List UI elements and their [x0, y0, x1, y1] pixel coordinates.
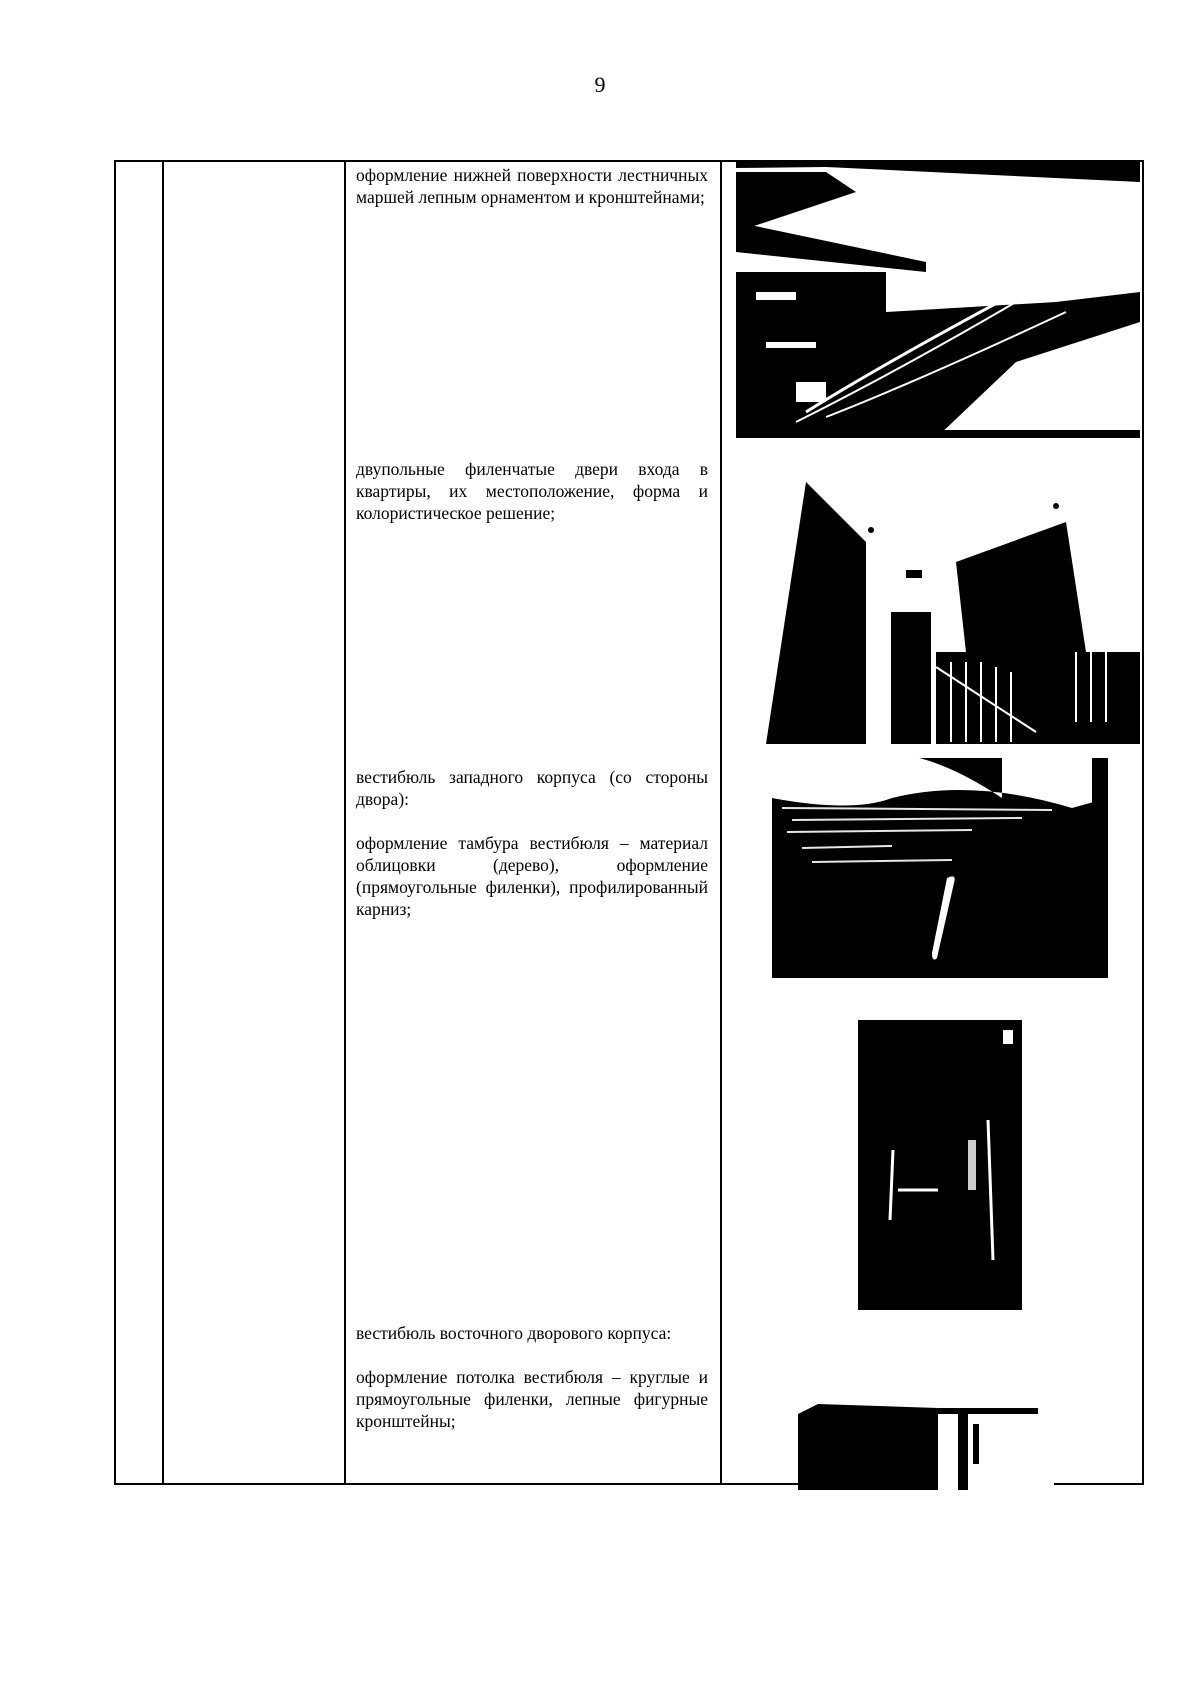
photo-apartment-doors [736, 452, 1140, 744]
document-table [114, 160, 1144, 1485]
column-divider [720, 162, 722, 1483]
row-4-paragraph-1: вестибюль восточного дворового корпуса: [356, 1323, 672, 1343]
photo-vestibule-interior [858, 1020, 1022, 1330]
row-1-paragraph-1: оформление нижней поверхности лестничных маршей лепным орнаментом и кронштейнами; [356, 165, 708, 207]
photo-stair-ceiling [736, 162, 1140, 438]
photo-east-vestibule-ceiling [798, 1394, 1054, 1490]
row-2-paragraph-1: двупольные филенчатые двери входа в квартиры, их местоположение, форма и колористическое решение; [356, 459, 708, 523]
column-divider [344, 162, 346, 1483]
row-3-text [356, 766, 708, 920]
page-number: 9 [594, 72, 606, 97]
photo-west-vestibule [772, 758, 1108, 978]
row-4-paragraph-2: оформление потолка вестибюля – круглые и прямоугольные филенки, лепные фигурные кронштейны; [356, 1367, 708, 1431]
column-divider [162, 162, 164, 1483]
row-3-paragraph-2: оформление тамбура вестибюля – материал облицовки (дерево), оформление (прямоугольные филенки), профилированный карниз; [356, 833, 708, 919]
row-4-text [356, 1322, 708, 1432]
row-2-text [356, 458, 708, 524]
row-3-paragraph-1: вестибюль западного корпуса (со стороны двора): [356, 767, 708, 809]
row-1-text [356, 164, 708, 208]
